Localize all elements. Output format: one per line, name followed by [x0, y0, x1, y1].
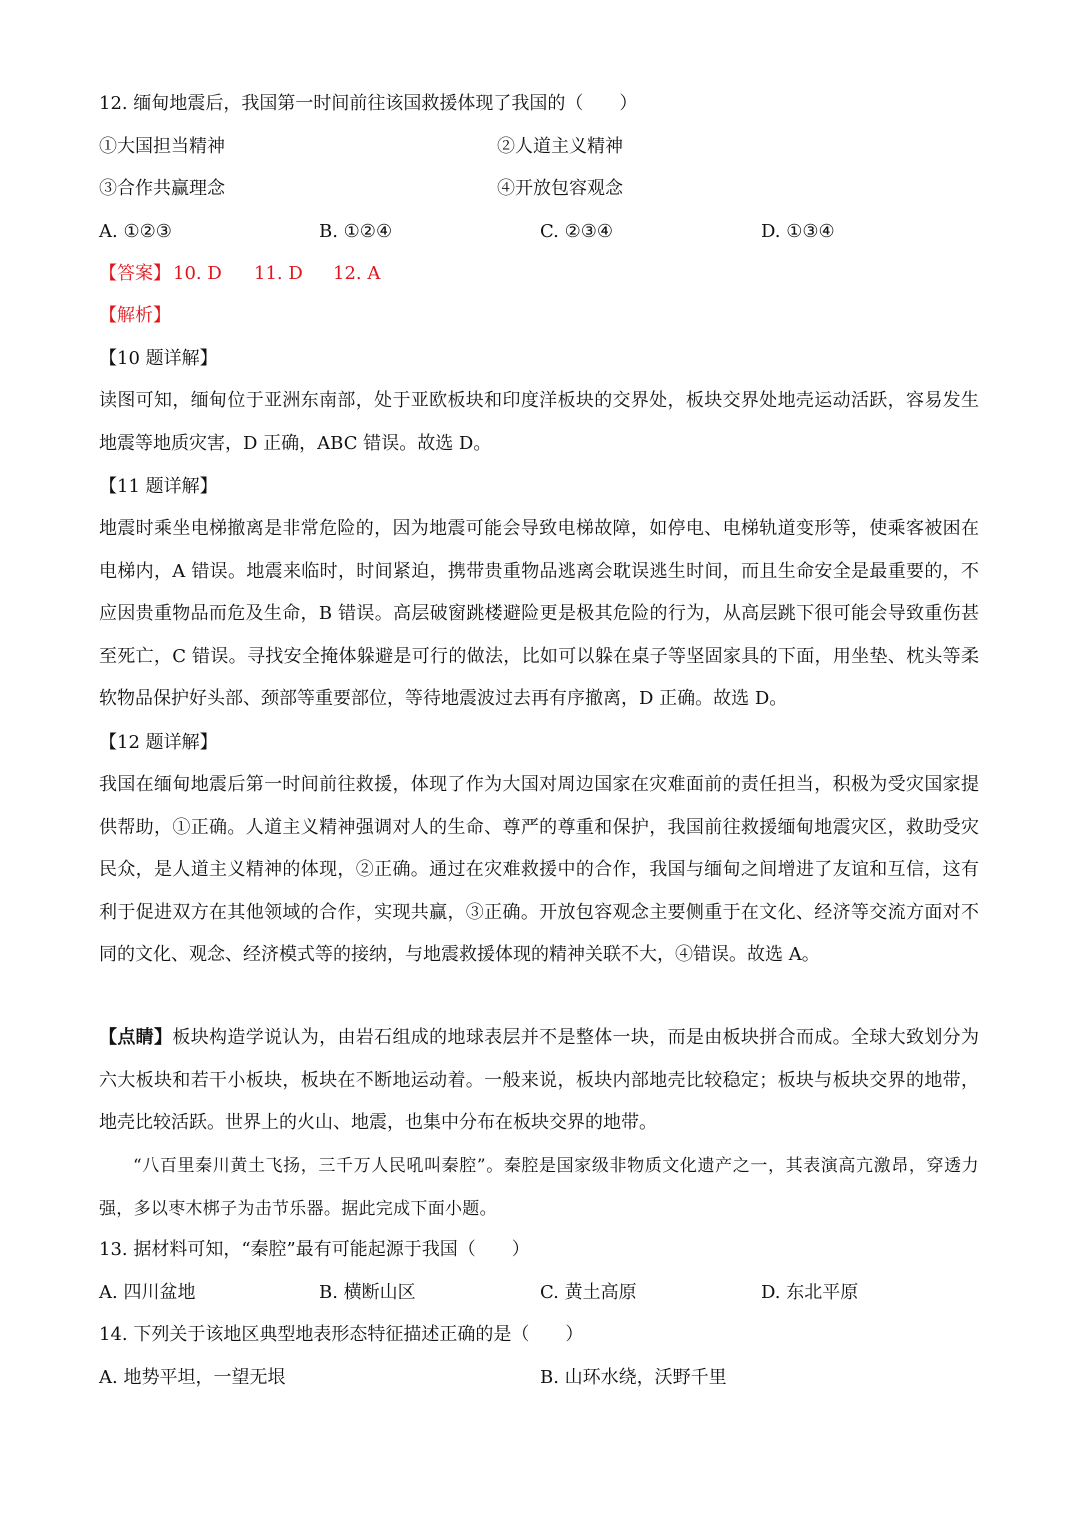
q13-option-c: C. 黄土高原 — [540, 1282, 637, 1303]
answer-12: 12. A — [333, 263, 381, 284]
detail12-text: 我国在缅甸地震后第一时间前往救援，体现了作为大国对周边国家在灾难面前的责任担当，积极为受灾国家提供帮助，①正确。人道主义精神强调对人的生命、尊严的尊重和保护，我国前往救援缅甸地震灾区，救助受灾民众，是人道主义精神的体现，②正确。通过在灾难救援中的合作，我国与缅甸之间增进了友谊和互信，这有利于促进双方在其他领域的合作，实现共赢，③正确。开放包容观念主要侧重于在文化、经济等交流方面对不同的文化、观念、经济模式等的接纳，与地震救援体现的精神关联不大，④错误。故选 A。 — [99, 774, 979, 965]
detail11-text: 地震时乘坐电梯撤离是非常危险的，因为地震可能会导致电梯故障，如停电、电梯轨道变形等，使乘客被困在电梯内，A 错误。地震来临时，时间紧迫，携带贵重物品逃离会耽误逃生时间，而且生命安全是最重要的，不应因贵重物品而危及生命，B 错误。高层破窗跳楼避险更是极其危险的行为，从高层跳下很可能会导致重伤甚至死亡，C 错误。寻找安全掩体躲避是可行的做法，比如可以躲在桌子等坚固家具的下面，用坐垫、枕头等柔软物品保护好头部、颈部等重要部位，等待地震波过去再有序撤离，D 正确。故选 D。 — [99, 518, 979, 709]
dianjing-paragraph — [99, 1017, 979, 1145]
detail12-title: 【12 题详解】 — [99, 732, 218, 753]
detail10-title: 【10 题详解】 — [99, 348, 218, 369]
q12-item-4: ④开放包容观念 — [497, 178, 623, 199]
dianjing-label: 【点睛】 — [99, 1027, 173, 1048]
answer-11: 11. D — [254, 263, 303, 284]
q12-item-2: ②人道主义精神 — [497, 136, 623, 157]
q12-item-3: ③合作共赢理念 — [99, 178, 225, 199]
q14-stem: 14. 下列关于该地区典型地表形态特征描述正确的是（ ） — [99, 1324, 584, 1345]
detail11-title: 【11 题详解】 — [99, 476, 218, 497]
detail10-text: 读图可知，缅甸位于亚洲东南部，处于亚欧板块和印度洋板块的交界处，板块交界处地壳运动活跃，容易发生地震等地质灾害，D 正确，ABC 错误。故选 D。 — [99, 390, 979, 454]
q12-item-1: ①大国担当精神 — [99, 136, 225, 157]
analysis-label: 【解析】 — [99, 305, 171, 326]
q12-option-d: D. ①③④ — [761, 221, 835, 242]
q14-option-a: A. 地势平坦，一望无垠 — [99, 1367, 286, 1388]
dianjing-text: 板块构造学说认为，由岩石组成的地球表层并不是整体一块，而是由板块拼合而成。全球大致划分为六大板块和若干小板块，板块在不断地运动着。一般来说，板块内部地壳比较稳定；板块与板块交界的地带，地壳比较活跃。世界上的火山、地震，也集中分布在板块交界的地带。 — [99, 1027, 980, 1133]
q13-option-a: A. 四川盆地 — [99, 1282, 196, 1303]
q14-option-b: B. 山环水绕，沃野千里 — [540, 1367, 727, 1388]
q12-option-c: C. ②③④ — [540, 221, 613, 242]
q12-stem: 12. 缅甸地震后，我国第一时间前往该国救援体现了我国的（ ） — [99, 93, 638, 114]
q13-stem: 13. 据材料可知，“秦腔”最有可能起源于我国（ ） — [99, 1239, 530, 1260]
q12-option-b: B. ①②④ — [319, 221, 393, 242]
answer-10: 10. D — [173, 263, 222, 284]
q12-option-a: A. ①②③ — [99, 221, 172, 242]
answer-label: 【答案】 — [99, 263, 171, 284]
q13-option-d: D. 东北平原 — [761, 1282, 859, 1303]
material-text: “八百里秦川黄土飞扬，三千万人民吼叫秦腔”。秦腔是国家级非物质文化遗产之一，其表演高亢激昂，穿透力强，多以枣木梆子为击节乐器。据此完成下面小题。 — [99, 1156, 979, 1219]
q13-option-b: B. 横断山区 — [319, 1282, 416, 1303]
